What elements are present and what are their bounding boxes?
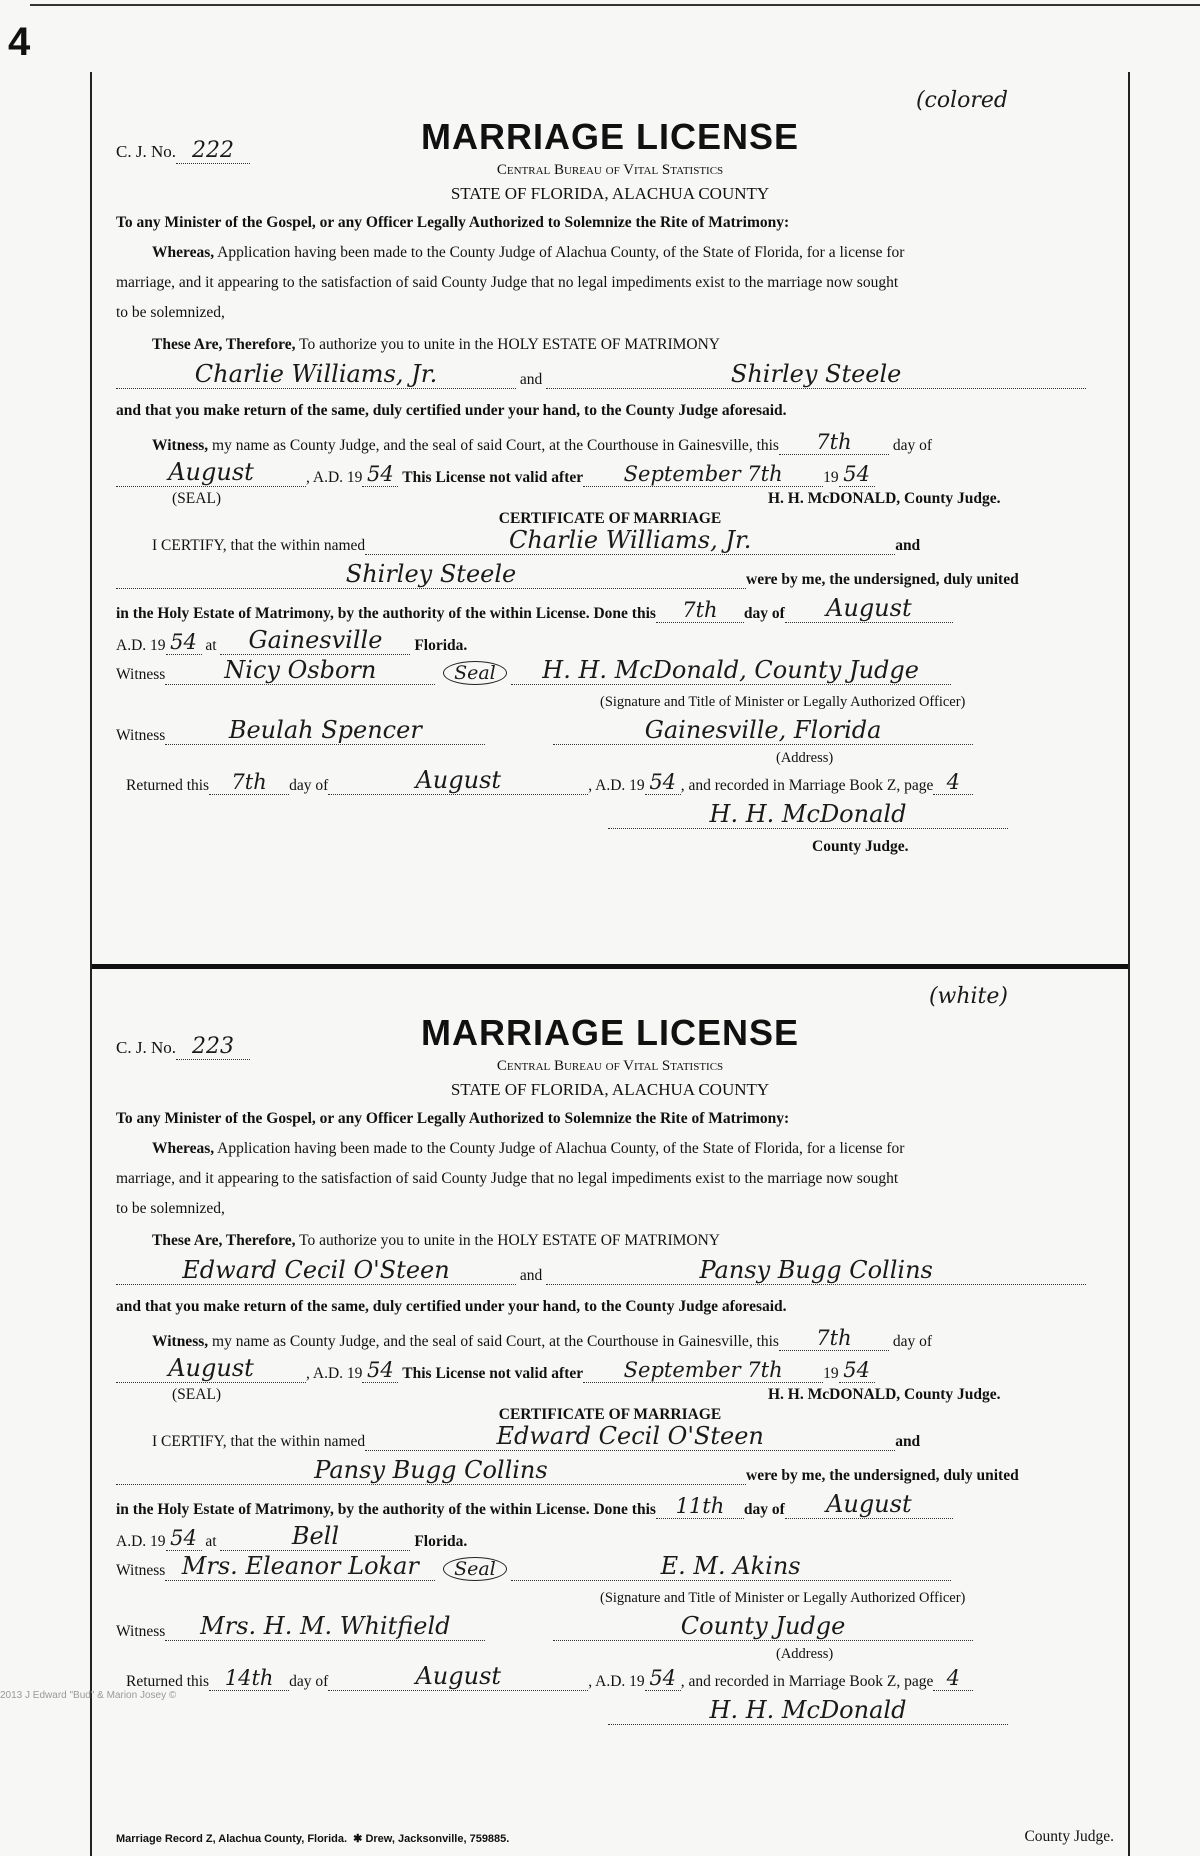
footer-county-judge: County Judge.: [1024, 1828, 1114, 1845]
address-caption: (Address): [776, 750, 834, 766]
done-month-field: [785, 594, 953, 623]
returned-month: August: [415, 766, 502, 794]
groom-name: Charlie Williams, Jr.: [194, 360, 438, 388]
certify-text: I CERTIFY, that the within named: [152, 1433, 366, 1450]
cert-bride-line: [116, 560, 1116, 589]
these-text: To authorize you to unite in the HOLY ESTATE OF MATRIMONY: [295, 1232, 720, 1249]
issue-year-field: [362, 462, 398, 487]
florida-label: Florida.: [414, 1533, 468, 1550]
day-of-label: day of: [892, 1333, 933, 1350]
officiant-address: County Judge: [680, 1612, 846, 1640]
license-divider: [92, 964, 1128, 969]
not-valid-label: This License not valid after: [402, 1365, 584, 1382]
witness-line: [152, 430, 1116, 455]
these-text: To authorize you to unite in the HOLY ESTATE OF MATRIMONY: [295, 336, 720, 353]
done-year: 54: [170, 630, 197, 654]
witness-line: [152, 1326, 1116, 1351]
footer-record-text: Marriage Record Z, Alachua County, Florida.: [116, 1833, 348, 1845]
done-year-field: [166, 630, 202, 655]
recorder-field: [608, 1696, 1008, 1725]
witness1-field: [165, 1552, 435, 1581]
bride-name: Shirley Steele: [730, 360, 902, 388]
returned-text: Returned this: [126, 777, 210, 794]
returned-day: 7th: [231, 770, 267, 794]
witness1-label: Witness: [116, 666, 166, 683]
seal-stamp: Seal: [443, 661, 507, 685]
whereas-text: Application having been made to the County Judge of Alachua County, of the State of Florida, for a license for: [214, 244, 905, 261]
returned-month-field: [328, 1662, 588, 1691]
returned-month-field: [328, 766, 588, 795]
address-line: To any Minister of the Gospel, or any Officer Legally Authorized to Solemnize the Rite of Matrimony:: [116, 1110, 790, 1127]
done-year: 54: [170, 1526, 197, 1550]
seal-label: (SEAL): [172, 1386, 222, 1403]
return-line: and that you make return of the same, duly certified under your hand, to the County Judge aforesaid.: [116, 402, 787, 419]
recorder-line: [608, 800, 1008, 829]
cert-groom: Charlie Williams, Jr.: [508, 526, 752, 554]
holy-text: in the Holy Estate of Matrimony, by the authority of the within License. Done this: [116, 1501, 656, 1518]
issue-day: 7th: [816, 430, 852, 454]
returned-year-field: [645, 1666, 681, 1691]
certificate-title: CERTIFICATE OF MARRIAGE: [498, 510, 722, 527]
cj-number-value: 222: [176, 138, 250, 164]
witness2: Beulah Spencer: [228, 716, 422, 744]
returned-text: Returned this: [126, 1673, 210, 1690]
returned-month: August: [415, 1662, 502, 1690]
whereas-text: Application having been made to the County Judge of Alachua County, of the State of Florida, for a license for: [214, 1140, 905, 1157]
witness1: Mrs. Eleanor Lokar: [181, 1552, 419, 1580]
bride-field: [546, 1256, 1086, 1285]
page-number: 4: [8, 20, 31, 64]
done-day-of: day of: [743, 1501, 785, 1518]
issue-month: August: [168, 458, 254, 486]
judge-name: H. H. McDONALD, County Judge.: [768, 490, 1001, 507]
day-of-label: day of: [892, 437, 933, 454]
place: Bell: [291, 1522, 340, 1550]
recorder-signature: H. H. McDonald: [709, 1696, 907, 1724]
issue-day: 7th: [816, 1326, 852, 1350]
returned-line: [126, 766, 1126, 795]
done-day: 11th: [675, 1494, 725, 1518]
groom-name: Edward Cecil O'Steen: [182, 1256, 450, 1284]
certify-line: [152, 1422, 1116, 1451]
witness2-field: [165, 716, 485, 745]
witness1-label: Witness: [116, 1562, 166, 1579]
holy-text: in the Holy Estate of Matrimony, by the authority of the within License. Done this: [116, 605, 656, 622]
year-prefix: 19: [823, 469, 839, 486]
witness-text: my name as County Judge, and the seal of said Court, at the Courthouse in Gainesville, this: [208, 1333, 779, 1350]
returned-ad: , A.D. 19: [588, 1673, 645, 1690]
done-day-field: [656, 1494, 744, 1519]
footer-record: Marriage Record Z, Alachua County, Florida. ✱ Drew, Jacksonville, 759885.: [116, 1833, 510, 1845]
signature-caption: (Signature and Title of Minister or Legally Authorized Officer): [600, 1590, 966, 1606]
returned-year: 54: [649, 770, 677, 794]
whereas-line-1: [152, 244, 1116, 262]
ad-label: , A.D. 19: [306, 1365, 363, 1382]
witness2-line: [116, 1612, 1116, 1641]
at-label: at: [205, 637, 217, 654]
returned-day-field: [209, 1666, 289, 1691]
bride-field: [546, 360, 1086, 389]
officiant-signature: H. H. McDonald, County Judge: [542, 656, 919, 684]
ad-label: , A.D. 19: [306, 469, 363, 486]
bureau-name: Central Bureau of Vital Statistics: [496, 162, 724, 178]
page-field: [933, 770, 973, 795]
united-text: were by me, the undersigned, duly united: [746, 1467, 1019, 1484]
groom-field: [116, 360, 516, 389]
at-label: at: [205, 1533, 217, 1550]
top-border: [30, 4, 1200, 6]
returned-day-of: day of: [289, 1673, 329, 1690]
ad-short: A.D. 19: [116, 1533, 166, 1550]
whereas-line-2: marriage, and it appearing to the satisfaction of said County Judge that no legal impediments exist to the marriage now sought: [116, 1170, 899, 1187]
cert-groom: Edward Cecil O'Steen: [496, 1422, 764, 1450]
couple-line: [116, 360, 1116, 389]
state-county: STATE OF FLORIDA, ALACHUA COUNTY: [450, 1080, 770, 1099]
cj-number-value: 223: [176, 1034, 250, 1060]
race-note: (colored: [915, 88, 1008, 113]
united-text: were by me, the undersigned, duly united: [746, 571, 1019, 588]
returned-line: [126, 1662, 1126, 1691]
valid-year: 54: [843, 1358, 870, 1382]
license-title: MARRIAGE LICENSE: [420, 1012, 800, 1053]
witness-text: my name as County Judge, and the seal of said Court, at the Courthouse in Gainesville, this: [208, 437, 779, 454]
these-line: [152, 336, 1116, 354]
done-month: August: [826, 1490, 912, 1518]
recorded-text: , and recorded in Marriage Book Z, page: [680, 1673, 934, 1690]
whereas-line-3: to be solemnized,: [116, 304, 225, 321]
florida-label: Florida.: [414, 637, 468, 654]
issue-month-field: [116, 458, 306, 487]
holy-line: [116, 1490, 1116, 1519]
record-page: 4: [946, 1666, 961, 1690]
issue-date-line: [116, 1354, 1116, 1383]
officiant-address: Gainesville, Florida: [644, 716, 882, 744]
valid-year-field: [839, 1358, 875, 1383]
address-line: To any Minister of the Gospel, or any Officer Legally Authorized to Solemnize the Rite of Matrimony:: [116, 214, 790, 231]
witness2-field: [165, 1612, 485, 1641]
issue-date-line: [116, 458, 1116, 487]
issue-month: August: [168, 1354, 254, 1382]
state-county: STATE OF FLORIDA, ALACHUA COUNTY: [450, 184, 770, 203]
holy-line: [116, 594, 1116, 623]
issue-year: 54: [367, 1358, 394, 1382]
valid-until-field: [583, 462, 823, 487]
cert-bride-line: [116, 1456, 1116, 1485]
whereas-line-2: marriage, and it appearing to the satisfaction of said County Judge that no legal impediments exist to the marriage now sought: [116, 274, 899, 291]
returned-year: 54: [649, 1666, 677, 1690]
footer-printer-text: Drew, Jacksonville, 759885.: [365, 1833, 510, 1845]
and-label: and: [519, 371, 543, 388]
ad-short: A.D. 19: [116, 637, 166, 654]
bride-name: Pansy Bugg Collins: [699, 1256, 933, 1284]
issue-day-field: [779, 1326, 889, 1351]
place-line: [116, 626, 1116, 655]
cert-bride: Pansy Bugg Collins: [314, 1456, 548, 1484]
valid-until: September 7th: [623, 462, 783, 486]
year-prefix: 19: [823, 1365, 839, 1382]
issue-day-field: [779, 430, 889, 455]
license-title: MARRIAGE LICENSE: [420, 116, 800, 157]
copyright-watermark: 2013 J Edward "Bud" & Marion Josey ©: [0, 1690, 177, 1701]
witness2-label: Witness: [116, 1623, 166, 1640]
cert-bride-field: [116, 560, 746, 589]
cj-label: C. J. No.: [116, 142, 176, 161]
recorder-signature: H. H. McDonald: [709, 800, 907, 828]
certify-text: I CERTIFY, that the within named: [152, 537, 366, 554]
returned-ad: , A.D. 19: [588, 777, 645, 794]
witness2: Mrs. H. M. Whitfield: [200, 1612, 451, 1640]
returned-day-field: [209, 770, 289, 795]
cj-label: C. J. No.: [116, 1038, 176, 1057]
issue-year-field: [362, 1358, 398, 1383]
done-year-field: [166, 1526, 202, 1551]
document-frame: [90, 72, 1130, 1856]
recorder-field: [608, 800, 1008, 829]
whereas-line-1: [152, 1140, 1116, 1158]
return-line: and that you make return of the same, duly certified under your hand, to the County Judge aforesaid.: [116, 1298, 787, 1315]
witness1-line: [116, 656, 1116, 685]
witness1: Nicy Osborn: [224, 656, 377, 684]
judge-name: H. H. McDONALD, County Judge.: [768, 1386, 1001, 1403]
seal-label: (SEAL): [172, 490, 222, 507]
valid-until-field: [583, 1358, 823, 1383]
witness1-line: [116, 1552, 1116, 1581]
returned-day: 14th: [224, 1666, 274, 1690]
these-bold: These Are, Therefore,: [152, 1232, 296, 1249]
address-field: [553, 716, 973, 745]
cert-and-label: and: [895, 537, 921, 554]
recorded-text: , and recorded in Marriage Book Z, page: [680, 777, 934, 794]
address-caption: (Address): [776, 1646, 834, 1662]
cert-and-label: and: [895, 1433, 921, 1450]
record-page: 4: [946, 770, 961, 794]
witness-bold: Witness,: [152, 1333, 209, 1350]
recorder-line: [608, 1696, 1008, 1725]
officiant-field: [511, 1552, 951, 1581]
page-field: [933, 1666, 973, 1691]
cert-groom-field: [365, 526, 895, 555]
not-valid-label: This License not valid after: [402, 469, 584, 486]
done-day-of: day of: [743, 605, 785, 622]
witness2-line: [116, 716, 1116, 745]
seal-stamp: Seal: [443, 1557, 507, 1581]
cert-bride: Shirley Steele: [345, 560, 517, 588]
these-bold: These Are, Therefore,: [152, 336, 296, 353]
officiant-signature: E. M. Akins: [660, 1552, 801, 1580]
done-day: 7th: [682, 598, 718, 622]
whereas-bold: Whereas,: [152, 244, 215, 261]
returned-year-field: [645, 770, 681, 795]
witness2-label: Witness: [116, 727, 166, 744]
done-month: August: [826, 594, 912, 622]
cert-bride-field: [116, 1456, 746, 1485]
bureau-name: Central Bureau of Vital Statistics: [496, 1058, 724, 1074]
couple-line: [116, 1256, 1116, 1285]
address-field: [553, 1612, 973, 1641]
place-field: [220, 626, 410, 655]
valid-year-field: [839, 462, 875, 487]
valid-until: September 7th: [623, 1358, 783, 1382]
officiant-field: [511, 656, 951, 685]
and-label: and: [519, 1267, 543, 1284]
county-judge-label: County Judge.: [812, 838, 909, 855]
witness-bold: Witness,: [152, 437, 209, 454]
done-month-field: [785, 1490, 953, 1519]
cert-groom-field: [365, 1422, 895, 1451]
issue-year: 54: [367, 462, 394, 486]
certify-line: [152, 526, 1116, 555]
place-line: [116, 1522, 1116, 1551]
whereas-bold: Whereas,: [152, 1140, 215, 1157]
groom-field: [116, 1256, 516, 1285]
whereas-line-3: to be solemnized,: [116, 1200, 225, 1217]
valid-year: 54: [843, 462, 870, 486]
done-day-field: [656, 598, 744, 623]
these-line: [152, 1232, 1116, 1250]
race-note: (white): [928, 984, 1008, 1009]
certificate-title: CERTIFICATE OF MARRIAGE: [498, 1406, 722, 1423]
place: Gainesville: [248, 626, 383, 654]
signature-caption: (Signature and Title of Minister or Legally Authorized Officer): [600, 694, 966, 710]
returned-day-of: day of: [289, 777, 329, 794]
place-field: [220, 1522, 410, 1551]
witness1-field: [165, 656, 435, 685]
issue-month-field: [116, 1354, 306, 1383]
